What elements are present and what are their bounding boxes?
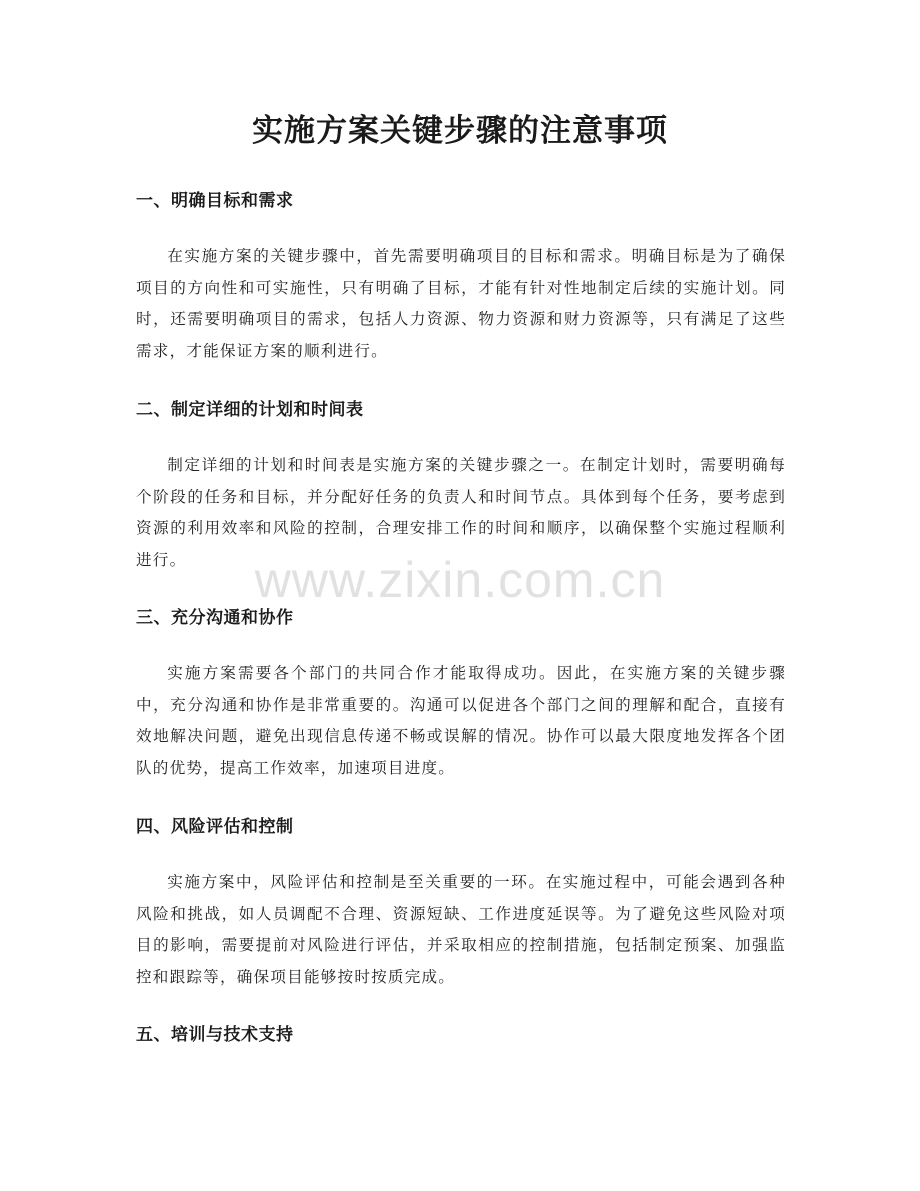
section-heading: 三、充分沟通和协作 xyxy=(136,608,294,628)
section-clarify-goals xyxy=(136,187,786,367)
section-heading: 二、制定详细的计划和时间表 xyxy=(136,400,364,420)
section-heading: 四、风险评估和控制 xyxy=(136,817,294,837)
section-paragraph: 实施方案中，风险评估和控制是至关重要的一环。在实施过程中，可能会遇到各种风险和挑战，如人员调配不合理、资源短缺、工作进度延误等。为了避免这些风险对项目的影响，需要提前对风险进行评估，并采取相应的控制措施，包括制定预案、加强监控和跟踪等，确保项目能够按时按质完成。 xyxy=(136,873,786,986)
section-paragraph: 在实施方案的关键步骤中，首先需要明确项目的目标和需求。明确目标是为了确保项目的方向性和可实施性，只有明确了目标，才能有针对性地制定后续的实施计划。同时，还需要明确项目的需求，包括人力资源、物力资源和财力资源等，只有满足了这些需求，才能保证方案的顺利进行。 xyxy=(136,247,786,360)
page-title: 实施方案关键步骤的注意事项 xyxy=(252,113,668,149)
section-communication xyxy=(136,604,786,784)
section-heading: 五、培训与技术支持 xyxy=(136,1025,294,1045)
watermark-text: www.zixin.com.cn xyxy=(254,552,666,608)
section-training-support xyxy=(136,1021,786,1049)
section-paragraph: 实施方案需要各个部门的共同合作才能取得成功。因此，在实施方案的关键步骤中，充分沟通和协作是非常重要的。沟通可以促进各个部门之间的理解和配合，直接有效地解决问题，避免出现信息传递不畅或误解的情况。协作可以最大限度地发挥各个团队的优势，提高工作效率，加速项目进度。 xyxy=(136,664,786,777)
section-paragraph: 制定详细的计划和时间表是实施方案的关键步骤之一。在制定计划时，需要明确每个阶段的任务和目标，并分配好任务的负责人和时间节点。具体到每个任务，要考虑到资源的利用效率和风险的控制，合理安排工作的时间和顺序，以确保整个实施过程顺利进行。 xyxy=(136,456,786,569)
section-heading: 一、明确目标和需求 xyxy=(136,191,294,211)
section-detailed-plan xyxy=(136,396,786,576)
section-risk-control xyxy=(136,813,786,993)
